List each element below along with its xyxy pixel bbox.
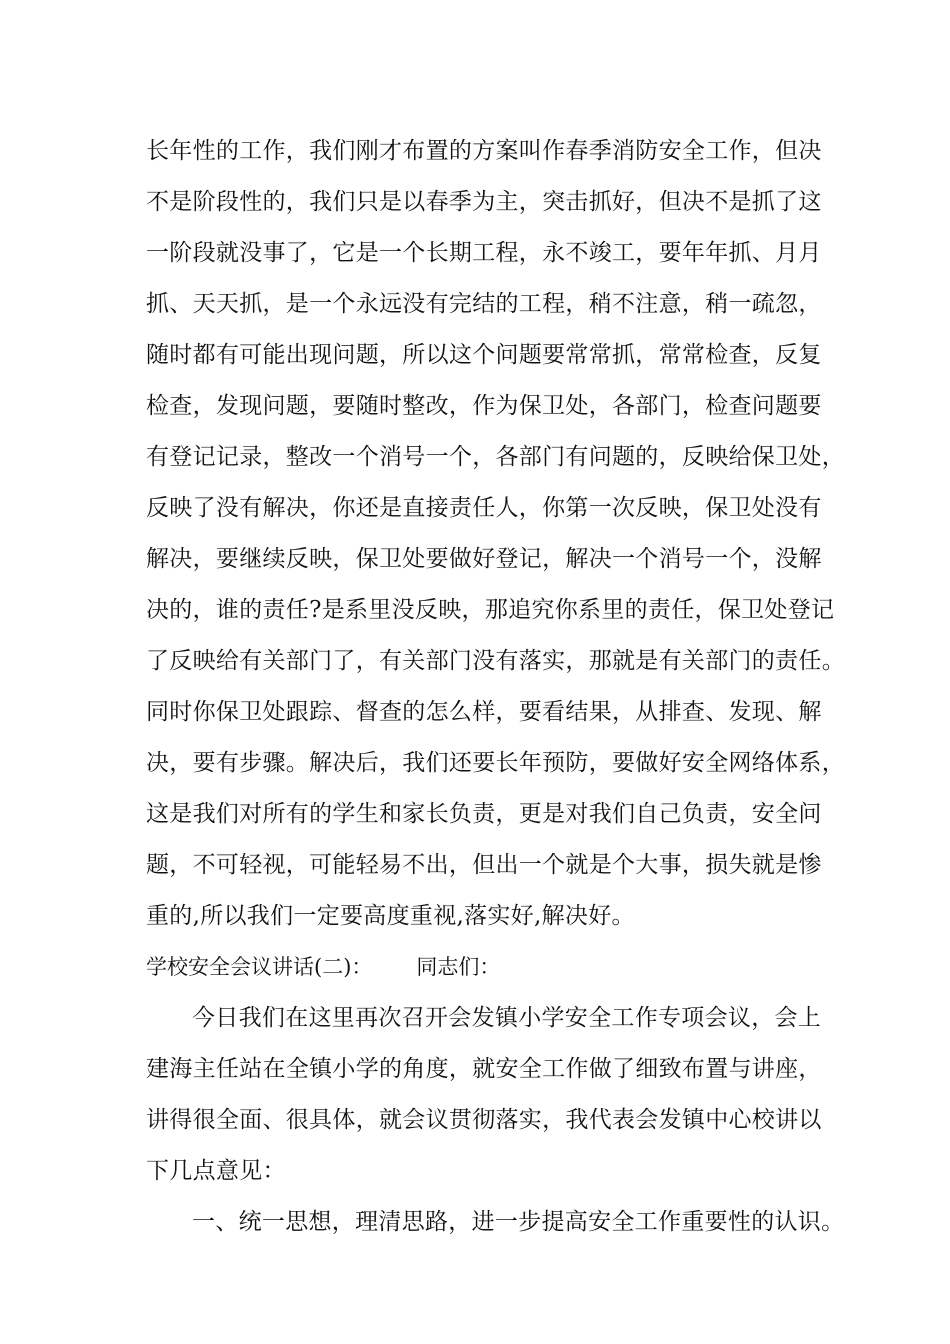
text-line: 一阶段就没事了，它是一个长期工程，永不竣工，要年年抓、月月	[146, 240, 822, 266]
text-line: 讲得很全面、很具体，就会议贯彻落实，我代表会发镇中心校讲以	[146, 1107, 822, 1133]
heading-title: 学校安全会议讲话(二)：	[146, 955, 373, 979]
text-line: 决，要有步骤。解决后，我们还要长年预防，要做好安全网络体系，	[146, 750, 845, 776]
text-line: 检查，发现问题，要随时整改，作为保卫处，各部门，检查问题要	[146, 393, 822, 419]
text-line: 不是阶段性的，我们只是以春季为主，突击抓好，但决不是抓了这	[146, 189, 822, 215]
text-line: 题，不可轻视，可能轻易不出，但出一个就是个大事，损失就是惨	[146, 852, 822, 878]
text-line: 同时你保卫处跟踪、督查的怎么样，要看结果，从排查、发现、解	[146, 699, 822, 725]
text-line: 下几点意见：	[146, 1158, 286, 1184]
text-line: 建海主任站在全镇小学的角度，就安全工作做了细致布置与讲座，	[146, 1056, 822, 1082]
text-line: 了反映给有关部门了，有关部门没有落实，那就是有关部门的责任。	[146, 648, 845, 674]
section-one-title: 一、统一思想，理清思路，进一步提高安全工作重要性的认识。	[192, 1209, 845, 1235]
document-body	[146, 133, 845, 1255]
text-line: 这是我们对所有的学生和家长负责，更是对我们自己负责，安全问	[146, 801, 822, 827]
text-line: 反映了没有解决，你还是直接责任人，你第一次反映，保卫处没有	[146, 495, 822, 521]
text-line: 解决，要继续反映，保卫处要做好登记，解决一个消号一个，没解	[146, 546, 822, 572]
text-line: 随时都有可能出现问题，所以这个问题要常常抓，常常检查，反复	[146, 342, 822, 368]
text-line: 重的,所以我们一定要高度重视,落实好,解决好。	[146, 903, 635, 929]
text-line: 长年性的工作，我们刚才布置的方案叫作春季消防安全工作，但决	[146, 138, 822, 164]
text-line: 决的，谁的责任?是系里没反映，那追究你系里的责任，保卫处登记	[146, 597, 835, 623]
heading-greeting: 同志们：	[416, 955, 501, 979]
text-line: 有登记记录，整改一个消号一个，各部门有问题的，反映给保卫处，	[146, 444, 845, 470]
section-heading	[146, 949, 836, 986]
text-line: 抓、天天抓，是一个永远没有完结的工程，稍不注意，稍一疏忽，	[146, 291, 822, 317]
text-line: 今日我们在这里再次召开会发镇小学安全工作专项会议，会上	[192, 1005, 822, 1031]
